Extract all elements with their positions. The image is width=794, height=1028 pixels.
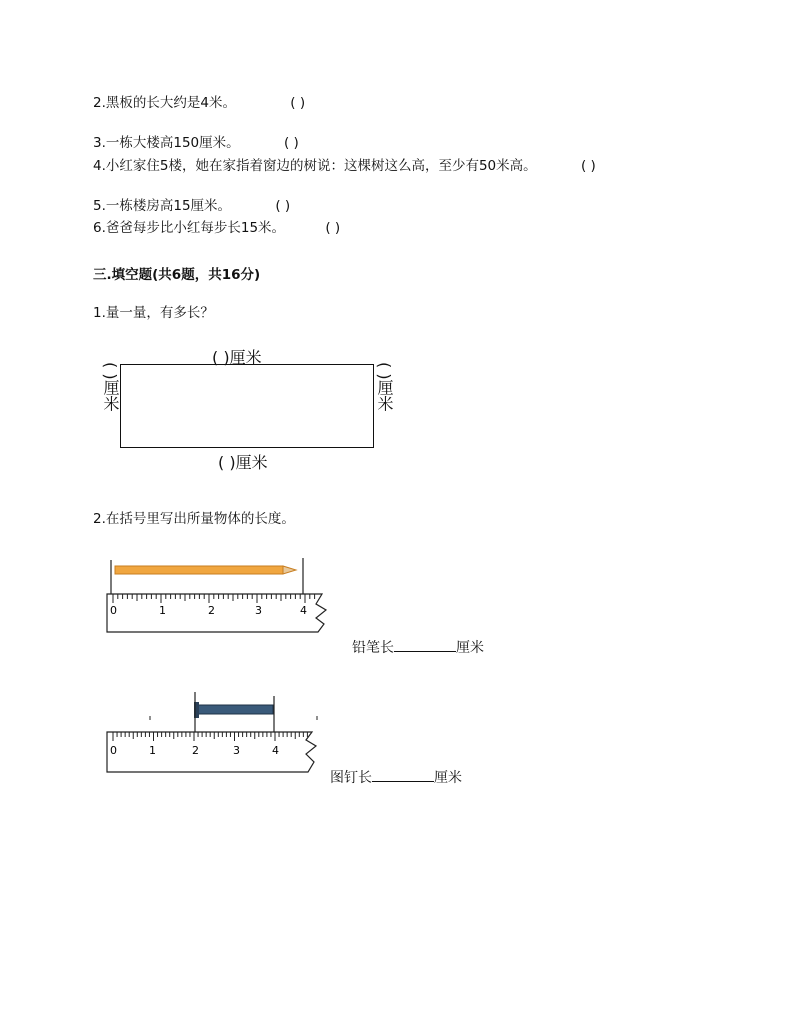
question-text: 6.爸爸每步比小红每步长15米。	[93, 220, 286, 236]
pencil-answer-blank[interactable]	[394, 637, 456, 652]
ruler-nail-figure	[104, 690, 334, 776]
tick-label-0: 0	[110, 604, 117, 617]
rect-right-label[interactable]: ( )厘米	[375, 362, 394, 412]
pencil-tip	[283, 566, 296, 574]
q1-prompt: 1.量一量，有多长？	[93, 305, 214, 321]
answer-bracket[interactable]: ( )	[283, 135, 299, 151]
pencil-answer	[352, 637, 484, 657]
pencil-answer-prefix: 铅笔长	[352, 640, 394, 656]
nail-body	[195, 705, 273, 714]
tick-label-4: 4	[272, 744, 279, 757]
tick-label-3: 3	[255, 604, 262, 617]
nail-answer	[330, 767, 462, 787]
pencil-answer-suffix: 厘米	[456, 640, 484, 656]
answer-bracket[interactable]: ( )	[325, 220, 341, 236]
question-text: 5.一栋楼房高15厘米。	[93, 198, 232, 214]
nail-answer-prefix: 图钉长	[330, 770, 372, 786]
nail-answer-suffix: 厘米	[434, 770, 462, 786]
question-2	[93, 94, 305, 112]
tick-label-1: 1	[149, 744, 156, 757]
pencil-body	[115, 566, 283, 574]
tick-label-3: 3	[233, 744, 240, 757]
tick-label-4: 4	[300, 604, 307, 617]
measure-rectangle	[120, 364, 374, 448]
tick-label-2: 2	[192, 744, 199, 757]
question-text: 4.小红家住5楼，她在家指着窗边的树说：这棵树这么高，至少有50米高。	[93, 158, 537, 174]
question-6	[93, 219, 340, 237]
question-4	[93, 157, 596, 175]
tick-label-1: 1	[159, 604, 166, 617]
rect-top-label[interactable]: ( )厘米	[212, 348, 262, 367]
nail-answer-blank[interactable]	[372, 767, 434, 782]
q2-prompt: 2.在括号里写出所量物体的长度。	[93, 511, 295, 527]
ruler-body	[107, 732, 316, 772]
question-3	[93, 134, 299, 152]
question-5	[93, 197, 290, 215]
ruler-body	[107, 594, 326, 632]
ruler-pencil-figure	[104, 552, 344, 634]
rect-left-label[interactable]: ( )厘米	[101, 362, 120, 412]
answer-bracket[interactable]: ( )	[275, 198, 291, 214]
question-text: 2.黑板的长大约是4米。	[93, 95, 236, 111]
tick-label-0: 0	[110, 744, 117, 757]
answer-bracket[interactable]: ( )	[580, 158, 596, 174]
tick-label-2: 2	[208, 604, 215, 617]
question-text: 3.一栋大楼高150厘米。	[93, 135, 240, 151]
rect-bottom-label[interactable]: ( )厘米	[218, 453, 268, 472]
answer-bracket[interactable]: ( )	[290, 95, 306, 111]
section-title: 三.填空题(共6题，共16分)	[93, 267, 261, 283]
